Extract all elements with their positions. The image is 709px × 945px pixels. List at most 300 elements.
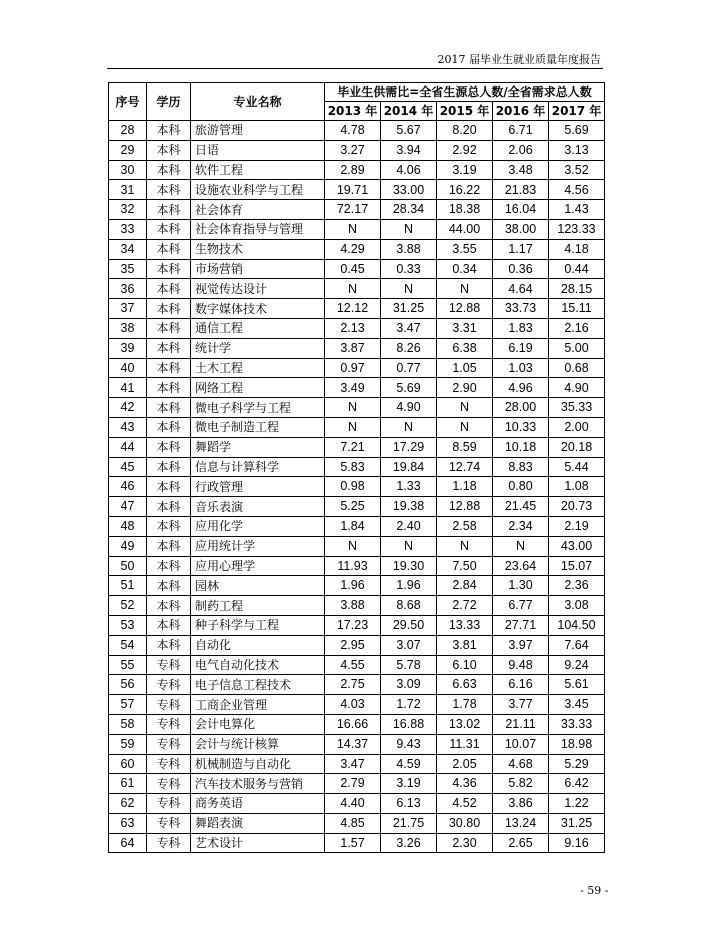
row-number-cell: 50 [109,556,147,576]
ratio-value-cell: 6.71 [493,121,549,141]
row-number-cell: 41 [109,378,147,398]
row-number-cell: 57 [109,695,147,715]
degree-level-cell: 本科 [147,160,191,180]
ratio-value-cell: 9.16 [549,833,605,853]
degree-level-cell: 本科 [147,279,191,299]
table-row [109,536,605,556]
ratio-value-cell: 7.64 [549,635,605,655]
ratio-value-cell: 11.31 [437,734,493,754]
row-number-cell: 49 [109,536,147,556]
major-name-cell: 应用化学 [191,516,325,536]
ratio-value-cell: 2.36 [549,576,605,596]
table-row [109,516,605,536]
ratio-value-cell: 0.36 [493,259,549,279]
ratio-value-cell: 1.03 [493,358,549,378]
ratio-value-cell: 1.78 [437,695,493,715]
row-number-cell: 64 [109,833,147,853]
ratio-value-cell: 7.21 [325,437,381,457]
ratio-value-cell: 2.92 [437,140,493,160]
degree-level-cell: 本科 [147,516,191,536]
ratio-value-cell: 3.77 [493,695,549,715]
row-number-cell: 28 [109,121,147,141]
row-number-cell: 36 [109,279,147,299]
degree-level-cell: 专科 [147,695,191,715]
major-name-cell: 日语 [191,140,325,160]
table-row [109,477,605,497]
table-row [109,378,605,398]
ratio-value-cell: 5.69 [549,121,605,141]
col-header-ratio-group: 毕业生供需比=全省生源总人数/全省需求总人数 [325,83,605,102]
ratio-value-cell: 3.19 [381,774,437,794]
major-name-cell: 市场营销 [191,259,325,279]
ratio-value-cell: 5.44 [549,457,605,477]
ratio-value-cell: 3.13 [549,140,605,160]
table-row [109,675,605,695]
ratio-value-cell: N [437,417,493,437]
row-number-cell: 43 [109,417,147,437]
degree-level-cell: 本科 [147,121,191,141]
ratio-value-cell: 13.33 [437,615,493,635]
col-header-year: 2017 年 [549,102,605,121]
major-name-cell: 电子信息工程技术 [191,675,325,695]
table-row [109,754,605,774]
ratio-value-cell: 15.11 [549,299,605,319]
row-number-cell: 54 [109,635,147,655]
degree-level-cell: 专科 [147,655,191,675]
degree-level-cell: 专科 [147,794,191,814]
ratio-value-cell: 1.17 [493,239,549,259]
major-name-cell: 视觉传达设计 [191,279,325,299]
major-name-cell: 会计与统计核算 [191,734,325,754]
ratio-value-cell: N [381,219,437,239]
ratio-value-cell: N [325,279,381,299]
ratio-value-cell: 17.29 [381,437,437,457]
ratio-value-cell: 3.87 [325,338,381,358]
ratio-value-cell: 4.06 [381,160,437,180]
ratio-value-cell: 5.00 [549,338,605,358]
table-row [109,794,605,814]
ratio-value-cell: 3.45 [549,695,605,715]
ratio-value-cell: 16.88 [381,714,437,734]
ratio-value-cell: 9.48 [493,655,549,675]
major-name-cell: 舞蹈学 [191,437,325,457]
ratio-value-cell: 3.48 [493,160,549,180]
degree-level-cell: 专科 [147,813,191,833]
ratio-value-cell: 72.17 [325,200,381,220]
row-number-cell: 33 [109,219,147,239]
ratio-value-cell: 9.43 [381,734,437,754]
row-number-cell: 56 [109,675,147,695]
ratio-value-cell: 28.15 [549,279,605,299]
ratio-value-cell: 1.05 [437,358,493,378]
table-row [109,239,605,259]
ratio-value-cell: 3.27 [325,140,381,160]
header-divider [107,68,603,69]
table-row [109,279,605,299]
degree-level-cell: 本科 [147,398,191,418]
ratio-value-cell: N [325,536,381,556]
major-name-cell: 园林 [191,576,325,596]
ratio-value-cell: 3.07 [381,635,437,655]
ratio-value-cell: 28.34 [381,200,437,220]
row-number-cell: 60 [109,754,147,774]
row-number-cell: 45 [109,457,147,477]
ratio-value-cell: 13.24 [493,813,549,833]
ratio-value-cell: 2.19 [549,516,605,536]
degree-level-cell: 本科 [147,615,191,635]
ratio-value-cell: 8.59 [437,437,493,457]
ratio-value-cell: 2.95 [325,635,381,655]
major-name-cell: 电气自动化技术 [191,655,325,675]
ratio-value-cell: 4.29 [325,239,381,259]
table-row [109,813,605,833]
supply-demand-table [108,82,605,853]
ratio-value-cell: 3.31 [437,318,493,338]
col-header-year: 2015 年 [437,102,493,121]
table-row [109,417,605,437]
ratio-value-cell: 8.20 [437,121,493,141]
ratio-value-cell: 5.29 [549,754,605,774]
ratio-value-cell: N [381,536,437,556]
ratio-value-cell: N [325,417,381,437]
ratio-value-cell: 15.07 [549,556,605,576]
ratio-value-cell: 5.67 [381,121,437,141]
ratio-value-cell: 2.16 [549,318,605,338]
row-number-cell: 47 [109,497,147,517]
ratio-value-cell: 1.30 [493,576,549,596]
col-header-year: 2014 年 [381,102,437,121]
degree-level-cell: 本科 [147,299,191,319]
degree-level-cell: 本科 [147,536,191,556]
ratio-value-cell: 0.45 [325,259,381,279]
ratio-value-cell: 12.74 [437,457,493,477]
ratio-value-cell: 1.22 [549,794,605,814]
ratio-value-cell: 1.08 [549,477,605,497]
table-row [109,358,605,378]
major-name-cell: 商务英语 [191,794,325,814]
ratio-value-cell: 1.43 [549,200,605,220]
ratio-value-cell: 10.18 [493,437,549,457]
major-name-cell: 微电子科学与工程 [191,398,325,418]
ratio-value-cell: 8.68 [381,596,437,616]
row-number-cell: 63 [109,813,147,833]
ratio-value-cell: 38.00 [493,219,549,239]
major-name-cell: 音乐表演 [191,497,325,517]
ratio-value-cell: 20.18 [549,437,605,457]
row-number-cell: 48 [109,516,147,536]
major-name-cell: 行政管理 [191,477,325,497]
ratio-value-cell: 7.50 [437,556,493,576]
ratio-value-cell: 1.96 [381,576,437,596]
ratio-value-cell: N [437,398,493,418]
table-row [109,596,605,616]
major-name-cell: 社会体育指导与管理 [191,219,325,239]
ratio-value-cell: 6.13 [381,794,437,814]
row-number-cell: 46 [109,477,147,497]
degree-level-cell: 本科 [147,140,191,160]
degree-level-cell: 本科 [147,497,191,517]
row-number-cell: 31 [109,180,147,200]
row-number-cell: 30 [109,160,147,180]
table-row [109,615,605,635]
table-row [109,714,605,734]
ratio-value-cell: 33.00 [381,180,437,200]
row-number-cell: 52 [109,596,147,616]
table-row [109,140,605,160]
ratio-value-cell: N [381,417,437,437]
major-name-cell: 微电子制造工程 [191,417,325,437]
row-number-cell: 62 [109,794,147,814]
major-name-cell: 土木工程 [191,358,325,378]
ratio-value-cell: 12.88 [437,497,493,517]
ratio-value-cell: 6.42 [549,774,605,794]
degree-level-cell: 本科 [147,556,191,576]
row-number-cell: 44 [109,437,147,457]
ratio-value-cell: 6.63 [437,675,493,695]
degree-level-cell: 本科 [147,477,191,497]
ratio-value-cell: 5.82 [493,774,549,794]
major-name-cell: 艺术设计 [191,833,325,853]
ratio-value-cell: 0.97 [325,358,381,378]
major-name-cell: 汽车技术服务与营销 [191,774,325,794]
ratio-value-cell: 13.02 [437,714,493,734]
ratio-value-cell: 1.33 [381,477,437,497]
ratio-value-cell: N [437,279,493,299]
ratio-value-cell: 3.49 [325,378,381,398]
degree-level-cell: 专科 [147,754,191,774]
ratio-value-cell: 3.26 [381,833,437,853]
ratio-value-cell: 3.08 [549,596,605,616]
ratio-value-cell: 19.30 [381,556,437,576]
ratio-value-cell: 6.10 [437,655,493,675]
major-name-cell: 机械制造与自动化 [191,754,325,774]
ratio-value-cell: 3.94 [381,140,437,160]
degree-level-cell: 本科 [147,200,191,220]
table-row [109,200,605,220]
ratio-value-cell: 104.50 [549,615,605,635]
row-number-cell: 34 [109,239,147,259]
ratio-value-cell: 3.81 [437,635,493,655]
degree-level-cell: 本科 [147,180,191,200]
major-name-cell: 应用心理学 [191,556,325,576]
ratio-value-cell: 12.12 [325,299,381,319]
major-name-cell: 自动化 [191,635,325,655]
ratio-value-cell: N [325,219,381,239]
ratio-value-cell: 18.38 [437,200,493,220]
row-number-cell: 61 [109,774,147,794]
row-number-cell: 38 [109,318,147,338]
ratio-value-cell: 5.78 [381,655,437,675]
ratio-value-cell: 3.52 [549,160,605,180]
ratio-value-cell: 4.96 [493,378,549,398]
major-name-cell: 工商企业管理 [191,695,325,715]
ratio-value-cell: 21.45 [493,497,549,517]
ratio-value-cell: 23.64 [493,556,549,576]
ratio-value-cell: 1.83 [493,318,549,338]
degree-level-cell: 本科 [147,596,191,616]
ratio-value-cell: 2.06 [493,140,549,160]
ratio-value-cell: 31.25 [549,813,605,833]
ratio-value-cell: 0.77 [381,358,437,378]
ratio-value-cell: 0.33 [381,259,437,279]
major-name-cell: 生物技术 [191,239,325,259]
ratio-value-cell: 4.68 [493,754,549,774]
table-row [109,497,605,517]
major-name-cell: 旅游管理 [191,121,325,141]
table-row [109,457,605,477]
ratio-value-cell: 6.19 [493,338,549,358]
row-number-cell: 53 [109,615,147,635]
ratio-value-cell: 2.30 [437,833,493,853]
row-number-cell: 35 [109,259,147,279]
ratio-value-cell: 1.18 [437,477,493,497]
ratio-value-cell: 4.90 [549,378,605,398]
row-number-cell: 37 [109,299,147,319]
ratio-value-cell: N [493,536,549,556]
ratio-value-cell: 30.80 [437,813,493,833]
ratio-value-cell: 21.75 [381,813,437,833]
degree-level-cell: 专科 [147,675,191,695]
ratio-value-cell: 0.98 [325,477,381,497]
ratio-value-cell: 5.25 [325,497,381,517]
degree-level-cell: 本科 [147,576,191,596]
ratio-value-cell: 35.33 [549,398,605,418]
degree-level-cell: 本科 [147,239,191,259]
ratio-value-cell: 44.00 [437,219,493,239]
ratio-value-cell: 19.84 [381,457,437,477]
ratio-value-cell: 9.24 [549,655,605,675]
table-row [109,318,605,338]
ratio-value-cell: 2.05 [437,754,493,774]
row-number-cell: 39 [109,338,147,358]
ratio-value-cell: 4.64 [493,279,549,299]
ratio-value-cell: 2.40 [381,516,437,536]
table-row [109,259,605,279]
table-row [109,160,605,180]
ratio-value-cell: 6.77 [493,596,549,616]
ratio-value-cell: 10.07 [493,734,549,754]
row-number-cell: 51 [109,576,147,596]
page-number: - 59 - [580,884,609,897]
table-row [109,437,605,457]
ratio-value-cell: 21.83 [493,180,549,200]
ratio-value-cell: 4.36 [437,774,493,794]
ratio-value-cell: 29.50 [381,615,437,635]
major-name-cell: 信息与计算科学 [191,457,325,477]
ratio-value-cell: 16.22 [437,180,493,200]
table-row [109,219,605,239]
major-name-cell: 统计学 [191,338,325,358]
ratio-value-cell: 19.71 [325,180,381,200]
ratio-value-cell: 20.73 [549,497,605,517]
ratio-value-cell: 4.85 [325,813,381,833]
ratio-value-cell: 4.56 [549,180,605,200]
ratio-value-cell: 4.59 [381,754,437,774]
col-header-year: 2013 年 [325,102,381,121]
ratio-value-cell: 3.86 [493,794,549,814]
col-header-major: 专业名称 [191,83,325,121]
ratio-value-cell: 2.79 [325,774,381,794]
major-name-cell: 种子科学与工程 [191,615,325,635]
ratio-value-cell: 3.19 [437,160,493,180]
ratio-value-cell: 43.00 [549,536,605,556]
ratio-value-cell: 2.00 [549,417,605,437]
table-row [109,695,605,715]
ratio-value-cell: 31.25 [381,299,437,319]
major-name-cell: 会计电算化 [191,714,325,734]
row-number-cell: 42 [109,398,147,418]
degree-level-cell: 本科 [147,219,191,239]
ratio-value-cell: 12.88 [437,299,493,319]
table-body [109,121,605,853]
ratio-value-cell: 3.47 [325,754,381,774]
ratio-value-cell: 4.40 [325,794,381,814]
ratio-value-cell: 5.61 [549,675,605,695]
row-number-cell: 29 [109,140,147,160]
degree-level-cell: 专科 [147,714,191,734]
ratio-value-cell: 16.04 [493,200,549,220]
table-row [109,576,605,596]
ratio-value-cell: 5.83 [325,457,381,477]
ratio-value-cell: 3.97 [493,635,549,655]
ratio-value-cell: 6.16 [493,675,549,695]
ratio-value-cell: 33.73 [493,299,549,319]
col-header-level: 学历 [147,83,191,121]
ratio-value-cell: 11.93 [325,556,381,576]
col-header-no: 序号 [109,83,147,121]
degree-level-cell: 专科 [147,734,191,754]
ratio-value-cell: 2.84 [437,576,493,596]
ratio-value-cell: 17.23 [325,615,381,635]
ratio-value-cell: 2.34 [493,516,549,536]
ratio-value-cell: 27.71 [493,615,549,635]
table-row [109,556,605,576]
ratio-value-cell: 2.72 [437,596,493,616]
table-row [109,833,605,853]
ratio-value-cell: 2.75 [325,675,381,695]
table-row [109,655,605,675]
ratio-value-cell: 4.18 [549,239,605,259]
ratio-value-cell: 18.98 [549,734,605,754]
major-name-cell: 数字媒体技术 [191,299,325,319]
table-row [109,635,605,655]
ratio-value-cell: N [325,398,381,418]
ratio-value-cell: 8.26 [381,338,437,358]
degree-level-cell: 专科 [147,774,191,794]
major-name-cell: 应用统计学 [191,536,325,556]
ratio-value-cell: N [437,536,493,556]
ratio-value-cell: 1.57 [325,833,381,853]
ratio-value-cell: 2.58 [437,516,493,536]
ratio-value-cell: 1.72 [381,695,437,715]
ratio-value-cell: 1.84 [325,516,381,536]
ratio-value-cell: 0.68 [549,358,605,378]
ratio-value-cell: 8.83 [493,457,549,477]
row-number-cell: 40 [109,358,147,378]
major-name-cell: 通信工程 [191,318,325,338]
ratio-value-cell: 4.52 [437,794,493,814]
ratio-value-cell: 1.96 [325,576,381,596]
table-row [109,734,605,754]
table-row [109,121,605,141]
degree-level-cell: 本科 [147,318,191,338]
ratio-value-cell: 3.09 [381,675,437,695]
degree-level-cell: 本科 [147,437,191,457]
table-row [109,398,605,418]
ratio-value-cell: 0.34 [437,259,493,279]
ratio-value-cell: 14.37 [325,734,381,754]
major-name-cell: 设施农业科学与工程 [191,180,325,200]
